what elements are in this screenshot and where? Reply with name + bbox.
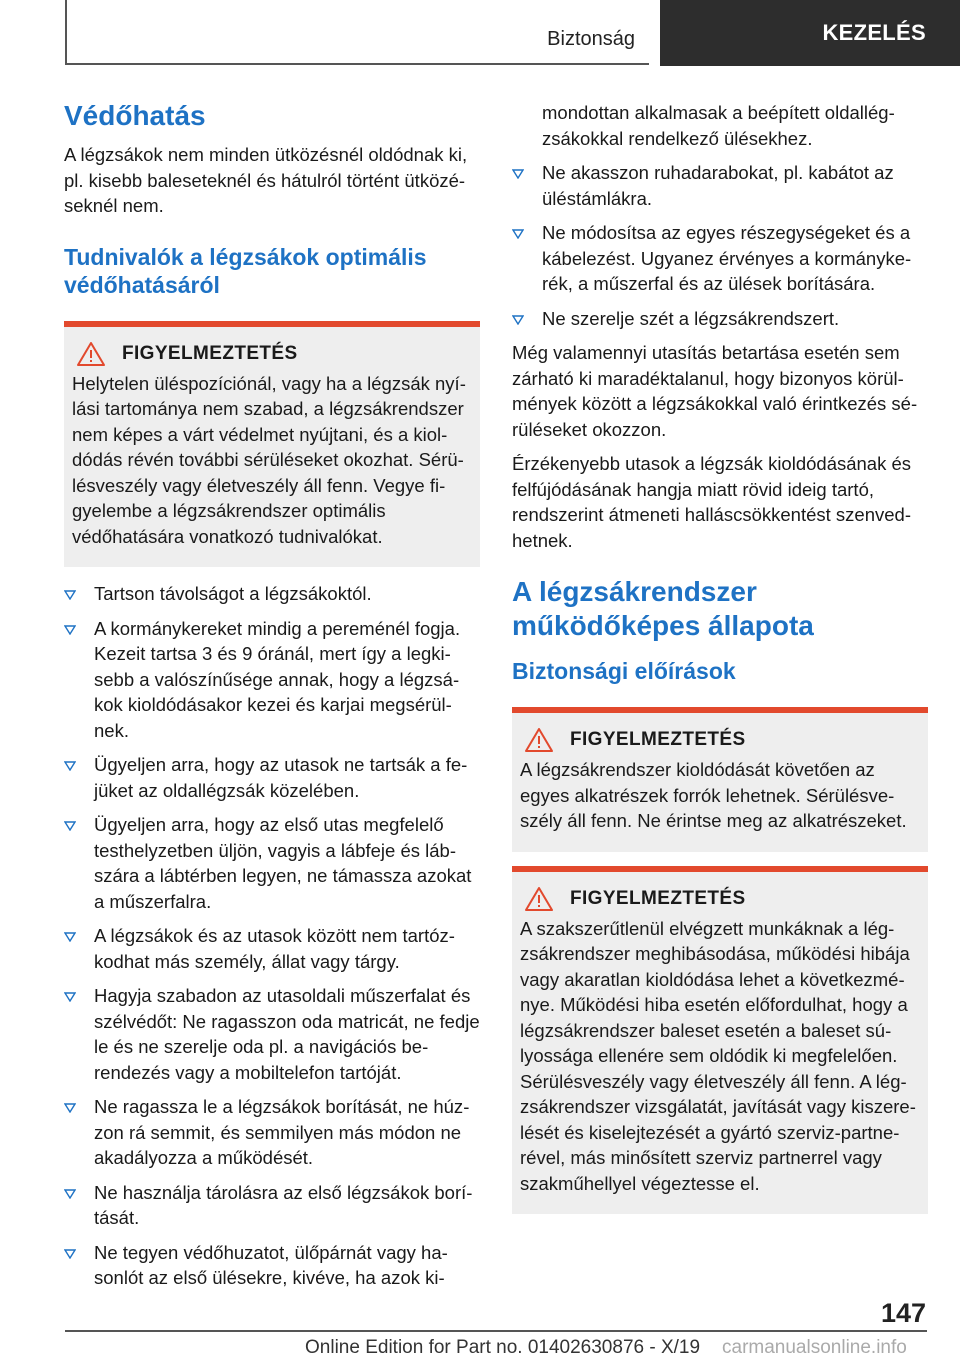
warning-label: FIGYELMEZTETÉS [122, 342, 298, 364]
list-item-continuation: mondottan alkalmasak a beépített oldallégzsákokkal rendelkező ülésekhez. [542, 102, 895, 149]
heading-legzsakrendszer: A légzsákrendszer működőképes állapota [512, 576, 814, 641]
warning-text: A szakszerűtlenül elvégzett munkáknak a légzsákrendszer meghibásodása, működési hibája vagy akaratlan kioldódása lehet a következménye. Működési hiba esetén előfordulhat, hogy a légzsákrendszer baleset esetén a baleset súlyossága ellenére sem oldódik ki megfelelően. Sérülésveszély vagy életveszély áll fenn. A légzsákrendszer vizsgálatát, javítását vagy kiszerelését és kiselejtezését a gyártó szerviz-partnerével, más minősített szerviz partnerrel vagy szakműhellyel végeztesse el. [520, 917, 916, 1194]
bullet-triangle-icon [64, 590, 76, 600]
warning-header [520, 727, 918, 753]
bullet-triangle-icon [512, 229, 524, 239]
bullet-triangle-icon [64, 625, 76, 635]
header-chapter-tab [660, 0, 960, 66]
right-column [512, 100, 928, 1214]
list-item [64, 983, 480, 1085]
list-item [512, 306, 928, 332]
list-item [64, 1240, 480, 1291]
list-item-text: Ne tegyen védőhuzatot, ülőpárnát vagy hasonlót az első ülésekre, kivéve, ha azok ki- [94, 1241, 448, 1288]
page-number: 147 [880, 1298, 926, 1328]
list-item [512, 220, 928, 297]
warning-text: A légzsákrendszer kioldódását követően az egyes alkatrészek forrók lehetnek. Sérülésveszély áll fenn. Ne érintse meg az alkatrészeket. [520, 759, 907, 831]
bullet-triangle-icon [64, 1103, 76, 1113]
list-item [64, 812, 480, 914]
bullet-triangle-icon [64, 821, 76, 831]
list-item [512, 160, 928, 211]
list-item [64, 1180, 480, 1231]
warning-text: Helytelen üléspozíciónál, vagy ha a légzsák nyílási tartománya nem szabad, a légzsákrendszer nem képes a várt védelmet nyújtani, és a kioldódás révén további sérüléseket okozhat. Sérülésveszély vagy életveszély áll fenn. Vegye figyelembe a légzsákrendszer optimális védőhatására vonatkozó tudnivalókat. [72, 372, 466, 547]
header-divider [65, 63, 649, 65]
bullet-triangle-icon [64, 1249, 76, 1259]
list-item [64, 1094, 480, 1171]
bullet-triangle-icon [64, 1189, 76, 1199]
warning-box [64, 321, 480, 568]
warning-header [72, 341, 470, 367]
warning-label: FIGYELMEZTETÉS [570, 887, 746, 909]
list-item-text: A légzsákok és az utasok között nem tartózkodhat más személy, állat vagy tárgy. [94, 925, 455, 972]
instruction-list [64, 581, 480, 1291]
bullet-triangle-icon [512, 315, 524, 325]
footer-edition-text: Online Edition for Part no. 01402630876 - X/19 [305, 1337, 701, 1358]
heading-vedohatas: Védőhatás [64, 100, 206, 131]
footer-divider [65, 1330, 927, 1332]
list-item-text: Ne használja tárolásra az első légzsákok borítását. [94, 1181, 473, 1228]
header-divider-vertical [65, 0, 67, 64]
heading-biztonsagi-eloirasok: Biztonsági előírások [512, 658, 736, 684]
warning-triangle-icon [524, 886, 554, 912]
footer-watermark: carmanualsonline.info [722, 1337, 907, 1358]
instruction-list-continued [512, 160, 928, 331]
list-item [64, 616, 480, 744]
list-item-text: Ne akasszon ruhadarabokat, pl. kabátot az üléstámlákra. [542, 162, 894, 209]
list-item [64, 752, 480, 803]
warning-triangle-icon [76, 341, 106, 367]
list-item-text: Ne ragassza le a légzsákok borítását, ne húzzon rá semmit, és semmilyen más módon ne akadályozza a működését. [94, 1096, 470, 1168]
bullet-triangle-icon [64, 992, 76, 1002]
header-chapter-label: KEZELÉS [822, 20, 926, 45]
heading-tudnivalok: Tudnivalók a légzsákok optimális védőhatásáról [64, 243, 427, 298]
bullet-triangle-icon [64, 761, 76, 771]
paragraph-intro: A légzsákok nem minden ütközésnél oldódnak ki, pl. kisebb baleseteknél és hátulról történt ütközéseknél nem. [64, 144, 468, 216]
paragraph-residual-risk: Még valamennyi utasítás betartása esetén sem zárható ki maradéktalanul, hogy bizonyos körülmények között a légzsákokkal való érintkezés sérüléseket okozzon. [512, 342, 918, 440]
list-item-text: Ügyeljen arra, hogy az első utas megfelelő testhelyzetben üljön, vagyis a lábfeje és lábszára a lábtérben legyen, ne támassza azokat a műszerfalra. [94, 814, 472, 912]
list-item-text: Hagyja szabadon az utasoldali műszerfalat és szélvédőt: Ne ragasszon oda matricát, ne fedje le és ne szerelje oda pl. a navigációs berendezés vagy a mobiltelefon tartóját. [94, 985, 480, 1083]
header-section-title: Biztonság [547, 28, 635, 50]
warning-triangle-icon [524, 727, 554, 753]
warning-header [520, 886, 918, 912]
warning-label: FIGYELMEZTETÉS [570, 729, 746, 750]
bullet-triangle-icon [64, 932, 76, 942]
left-column [64, 98, 480, 1300]
list-item-text: A kormánykereket mindig a pereménél fogja. Kezeit tartsa 3 és 9 óránál, mert így a legkisebb a valószínűsége annak, hogy a légzsákok kioldódásakor kezei és karjai megsérülnek. [94, 617, 461, 741]
list-item-text: Ne szerelje szét a légzsákrendszert. [542, 307, 840, 329]
list-item [64, 923, 480, 974]
bullet-triangle-icon [512, 169, 524, 179]
warning-box-hot-parts [512, 707, 928, 852]
list-item-text: Tartson távolságot a légzsákoktól. [94, 583, 372, 604]
list-item [64, 581, 480, 607]
list-item-text: Ügyeljen arra, hogy az utasok ne tartsák a fejüket az oldallégzsák közelében. [94, 754, 468, 801]
paragraph-hearing: Érzékenyebb utasok a légzsák kioldódásának és felfújódásának hangja miatt rövid ideig tartó, rendszerint átmeneti halláscsökkentést szenvedhetnek. [512, 453, 912, 551]
list-item-text: Ne módosítsa az egyes részegységeket és a kábelezést. Ugyanez érvényes a kormánykerék, a műszerfal és az ülések borítására. [542, 222, 912, 294]
warning-box-improper-work [512, 866, 928, 1215]
